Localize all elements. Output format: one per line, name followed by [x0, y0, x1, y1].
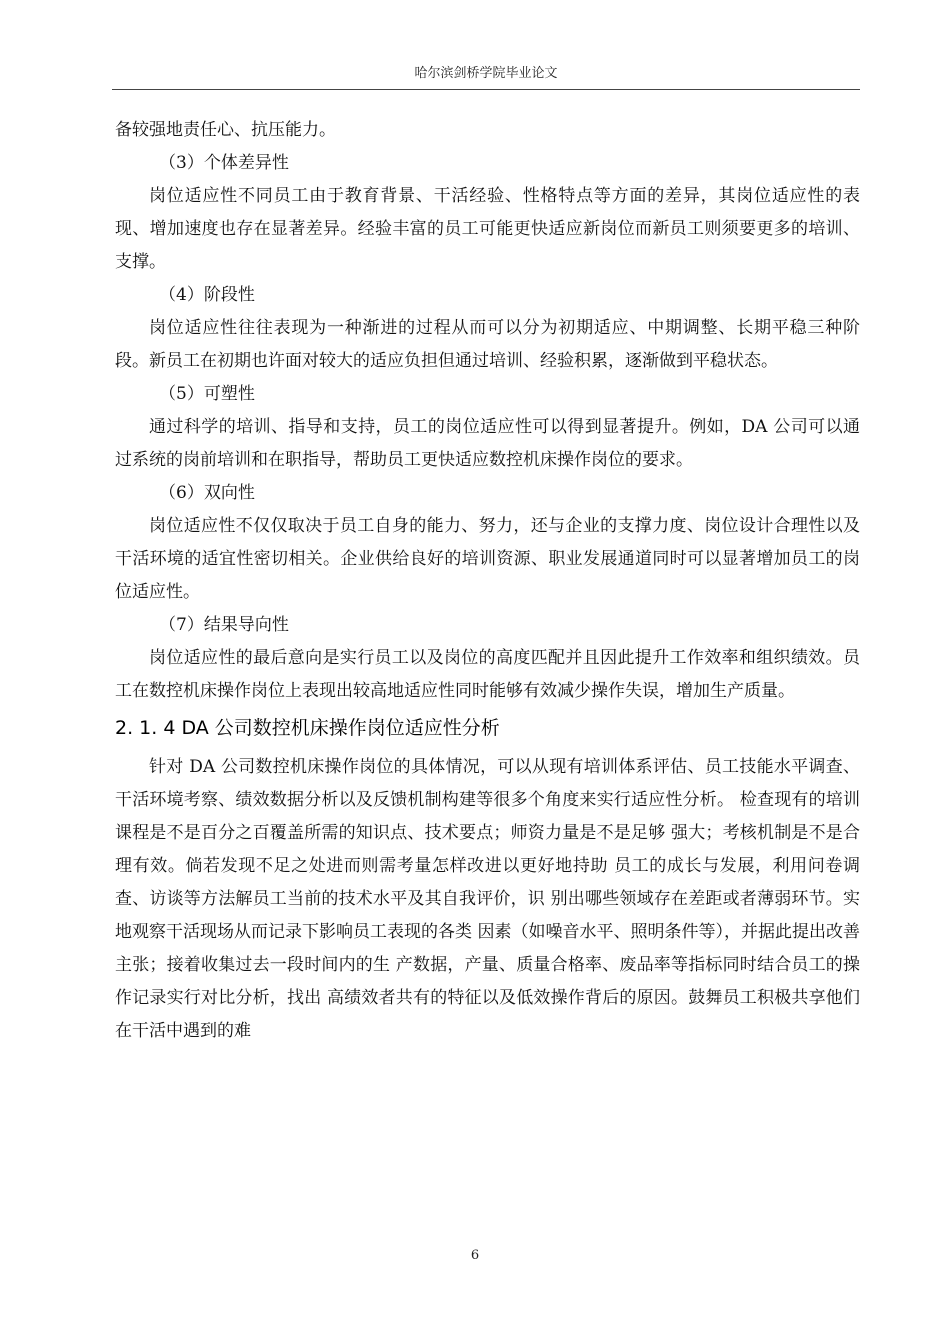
section-heading: 2. 1. 4 DA 公司数控机床操作岗位适应性分析: [115, 717, 500, 739]
list-item-title: （5）可塑性: [159, 384, 255, 404]
running-header: 哈尔滨剑桥学院毕业论文: [414, 66, 558, 81]
paragraph: 岗位适应性往往表现为一种渐进的过程从而可以分为初期适应、中期调整、长期平稳三种阶段。新员工在初期也许面对较大的适应负担但通过培训、经验积累，逐渐做到平稳状态。: [115, 318, 860, 371]
list-item-title: （7）结果导向性: [159, 615, 289, 635]
paragraph: 岗位适应性不同员工由于教育背景、干活经验、性格特点等方面的差异，其岗位适应性的表现、增加速度也存在显著差异。经验丰富的员工可能更快适应新岗位而新员工则须要更多的培训、支撑。: [115, 186, 860, 272]
paragraph: 岗位适应性不仅仅取决于员工自身的能力、努力，还与企业的支撑力度、岗位设计合理性以及干活环境的适宜性密切相关。企业供给良好的培训资源、职业发展通道同时可以显著增加员工的岗位适应性。: [115, 516, 860, 602]
paragraph: 通过科学的培训、指导和支持，员工的岗位适应性可以得到显著提升。例如，DA 公司可以通过系统的岗前培训和在职指导，帮助员工更快适应数控机床操作岗位的要求。: [115, 417, 860, 470]
list-item-title: （6）双向性: [159, 483, 255, 503]
paragraph: 岗位适应性的最后意向是实行员工以及岗位的高度匹配并且因此提升工作效率和组织绩效。员工在数控机床操作岗位上表现出较高地适应性同时能够有效减少操作失误，增加生产质量。: [115, 648, 860, 701]
list-item-title: （4）阶段性: [159, 285, 255, 305]
list-item-title: （3）个体差异性: [159, 153, 289, 173]
paragraph-continuation: 备较强地责任心、抗压能力。: [115, 120, 336, 140]
page-number: 6: [470, 1248, 480, 1263]
header-divider: [112, 89, 860, 90]
body-text: [115, 114, 860, 1048]
paragraph: 针对 DA 公司数控机床操作岗位的具体情况，可以从现有培训体系评估、员工技能水平调查、干活环境考察、绩效数据分析以及反馈机制构建等很多个角度来实行适应性分析。 检查现有的培训课程是不是百分之百覆盖所需的知识点、技术要点；师资力量是不是足够 强大；考核机制是不是合理有效。倘若发现不足之处进而则需考量怎样改进以更好地持助 员工的成长与发展，利用问卷调查、访谈等方法解员工当前的技术水平及其自我评价，识 别出哪些领域存在差距或者薄弱环节。实地观察干活现场从而记录下影响员工表现的各类 因素（如噪音水平、照明条件等），并据此提出改善主张；接着收集过去一段时间内的生 产数据，产量、质量合格率、废品率等指标同时结合员工的操作记录实行对比分析，找出 高绩效者共有的特征以及低效操作背后的原因。鼓舞员工积极共享他们在干活中遇到的难: [115, 757, 860, 1041]
